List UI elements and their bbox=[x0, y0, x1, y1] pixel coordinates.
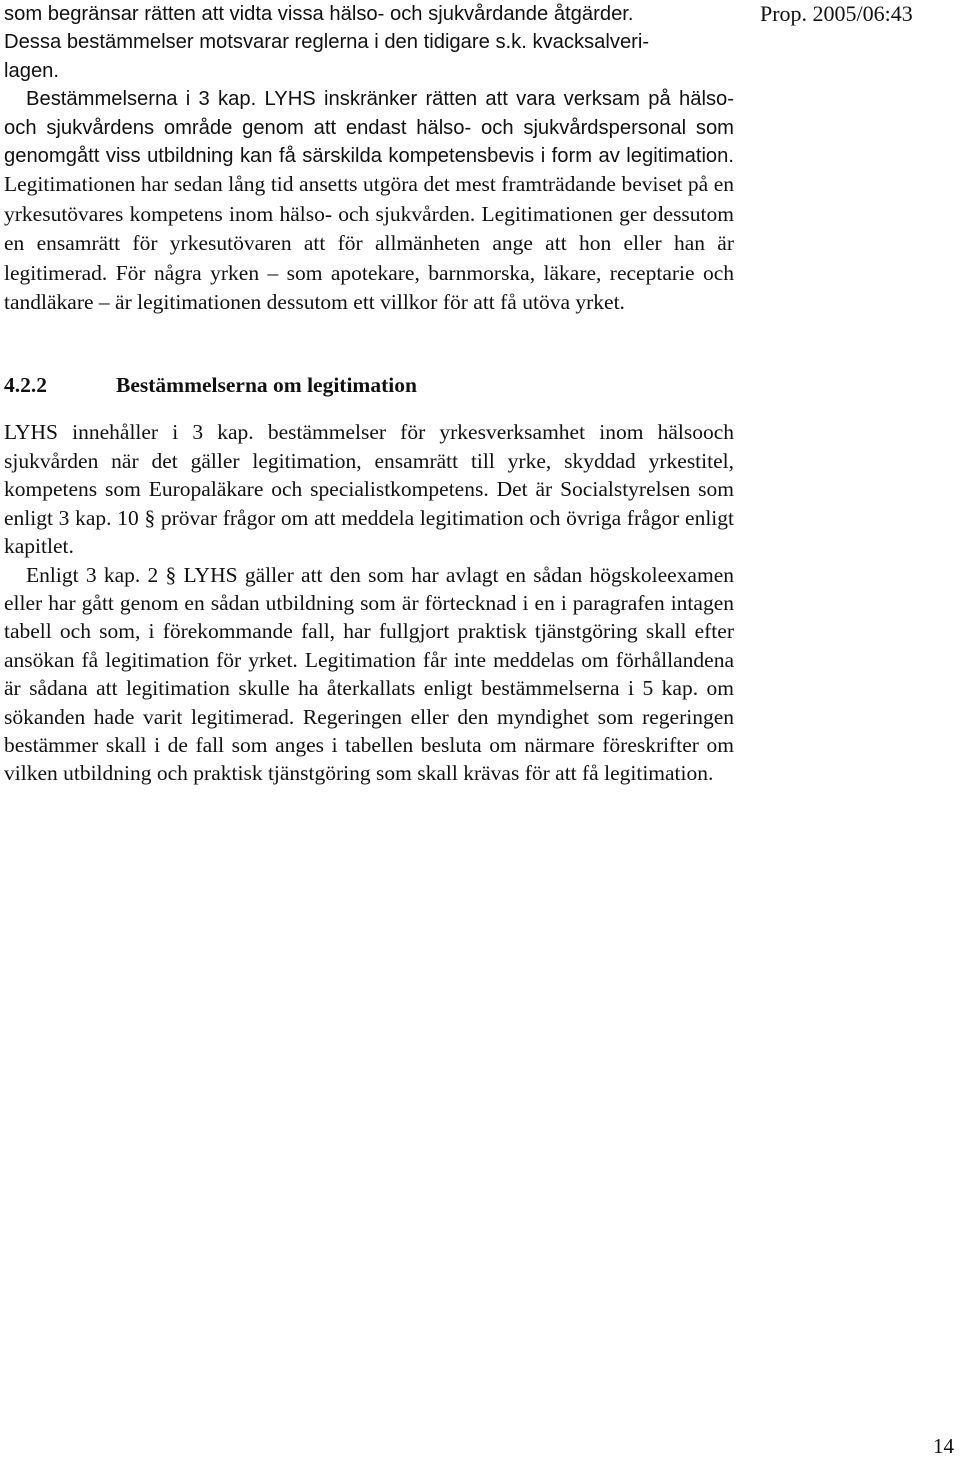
section-title: Bestämmelserna om legitimation bbox=[116, 373, 417, 398]
paragraph-chapter-3-section-2: Enligt 3 kap. 2 § LYHS gäller att den som har avlagt en sådan högskoleexamen eller har gått genom en sådan utbildning som är förtecknad i en i paragrafen intagen tabell och som, i förekommande fall, har fullgjort praktisk tjänstgöring skall efter ansökan få legitimation för yrket. Legitimation får inte meddelas om förhållandena är sådana att legitimation skulle ha återkallats enligt bestämmelserna i 5 kap. om sökanden hade varit legitimerad. Regeringen eller den myndighet som regeringen bestämmer skall i de fall som anges i tabellen besluta om närmare föreskrifter om vilken utbildning och praktisk tjänstgöring som skall krävas för att få legitimation. bbox=[4, 562, 734, 786]
text-line: som begränsar rätten att vidta vissa hälso- och sjukvårdande åtgärder. bbox=[4, 3, 634, 25]
paragraph-quackery-rules bbox=[4, 0, 734, 85]
page-number: 14 bbox=[933, 1434, 954, 1458]
section-number: 4.2.2 bbox=[4, 373, 47, 398]
text-line: lagen. bbox=[4, 59, 60, 82]
paragraph-text-continued: Legitimationen har sedan lång tid ansetts utgöra det mest framträdande beviset på en yrkesutövares kompetens inom hälso- och sjukvården. Legitimationen ger dessutom en ensamrätt för yrkesutövaren att för allmänheten ange att hon eller han är legitimerad. För några yrken – som apotekare, barnmorska, läkare, receptarie och tandläkare – är legitimationen dessutom ett villkor för att få utöva yrket. bbox=[4, 172, 734, 315]
paragraph-chapter-3-intro bbox=[4, 85, 734, 317]
proposition-reference: Prop. 2005/06:43 bbox=[760, 1, 913, 26]
section-body bbox=[4, 418, 734, 787]
text-line: Dessa bestämmelser motsvarar reglerna i den tidigare s.k. kvacksalveri- bbox=[4, 31, 650, 54]
section-heading bbox=[4, 371, 734, 399]
document-body bbox=[4, 0, 734, 788]
paragraph-legitimation-rules: LYHS innehåller i 3 kap. bestämmelser för yrkesverksamhet inom hälsooch sjukvården när det gäller legitimation, ensamrätt till yrke, skyddad yrkestitel, kompetens som Europaläkare och specialistkompetens. Det är Socialstyrelsen som enligt 3 kap. 10 § prövar frågor om att meddela legitimation och övriga frågor enligt kapitlet. bbox=[4, 420, 734, 559]
paragraph-text: Bestämmelserna i 3 kap. LYHS inskränker rätten att vara verksam på hälso- och sjukvårdens område genom att endast hälso- och sjukvårdspersonal som genomgått viss utbildning kan få särskilda kompetensbevis i form av legitimation. bbox=[4, 88, 734, 168]
